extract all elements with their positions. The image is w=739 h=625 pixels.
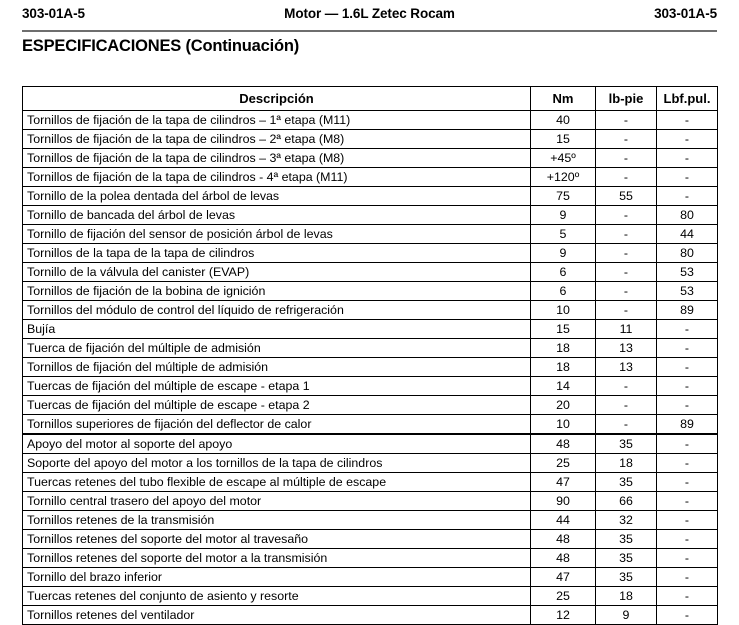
cell-nm: 6 [531,263,596,282]
cell-nm: 40 [531,111,596,130]
cell-nm: +120º [531,168,596,187]
cell-descripcion: Tornillos de fijación de la tapa de cilindros – 3ª etapa (M8) [23,149,531,168]
cell-nm: 15 [531,320,596,339]
page-running-header [22,6,717,21]
cell-lbf-pul: - [657,358,718,377]
document-title: Motor — 1.6L Zetec Rocam [284,6,455,21]
table-row [23,301,718,320]
cell-nm: 12 [531,606,596,625]
cell-lb-pie: - [596,206,657,225]
cell-lbf-pul: - [657,149,718,168]
table-row [23,111,718,130]
table-row [23,606,718,625]
table-row [23,206,718,225]
cell-descripcion: Tornillo de fijación del sensor de posición árbol de levas [23,225,531,244]
table-row [23,149,718,168]
cell-descripcion: Tornillos de fijación de la tapa de cilindros – 2ª etapa (M8) [23,130,531,149]
cell-lb-pie: 13 [596,339,657,358]
table-row [23,282,718,301]
header-divider-rule [22,30,717,32]
table-row [23,187,718,206]
table-row [23,454,718,473]
cell-nm: 44 [531,511,596,530]
table-row [23,130,718,149]
cell-descripcion: Tornillos retenes del soporte del motor a la transmisión [23,549,531,568]
cell-nm: 14 [531,377,596,396]
folio-number-left: 303-01A-5 [22,6,85,21]
cell-nm: 6 [531,282,596,301]
cell-lbf-pul: - [657,130,718,149]
cell-lb-pie: - [596,244,657,263]
cell-nm: 10 [531,301,596,320]
table-row [23,377,718,396]
cell-lb-pie: - [596,301,657,320]
cell-nm: 20 [531,396,596,415]
cell-lbf-pul: - [657,434,718,454]
cell-descripcion: Tornillos superiores de fijación del deflector de calor [23,415,531,435]
table-row [23,415,718,435]
cell-lb-pie: 32 [596,511,657,530]
cell-lb-pie: - [596,415,657,435]
cell-descripcion: Tornillos de fijación del múltiple de admisión [23,358,531,377]
cell-lb-pie: 18 [596,587,657,606]
cell-lb-pie: 18 [596,454,657,473]
cell-lbf-pul: - [657,454,718,473]
cell-lb-pie: - [596,282,657,301]
cell-descripcion: Tuercas de fijación del múltiple de escape - etapa 1 [23,377,531,396]
cell-lbf-pul: 44 [657,225,718,244]
cell-descripcion: Bujía [23,320,531,339]
cell-lbf-pul: 80 [657,244,718,263]
cell-descripcion: Tuercas retenes del conjunto de asiento y resorte [23,587,531,606]
table-row [23,396,718,415]
table-row [23,473,718,492]
cell-nm: 5 [531,225,596,244]
cell-lbf-pul: - [657,549,718,568]
cell-lbf-pul: - [657,111,718,130]
cell-lbf-pul: 53 [657,263,718,282]
cell-descripcion: Tuerca de fijación del múltiple de admisión [23,339,531,358]
column-header-descripcion: Descripción [23,87,531,111]
cell-descripcion: Tornillo del brazo inferior [23,568,531,587]
cell-nm: +45º [531,149,596,168]
cell-nm: 9 [531,206,596,225]
cell-lbf-pul: - [657,396,718,415]
table-row [23,549,718,568]
table-row [23,511,718,530]
cell-descripcion: Tornillos de fijación de la tapa de cilindros – 1ª etapa (M11) [23,111,531,130]
cell-lbf-pul: - [657,568,718,587]
cell-lb-pie: 35 [596,473,657,492]
cell-nm: 48 [531,434,596,454]
table-row [23,244,718,263]
cell-lb-pie: - [596,263,657,282]
cell-nm: 48 [531,549,596,568]
cell-descripcion: Tornillo de la polea dentada del árbol de levas [23,187,531,206]
table-row [23,530,718,549]
cell-nm: 90 [531,492,596,511]
cell-lbf-pul: - [657,606,718,625]
cell-descripcion: Tornillos de fijación de la bobina de ignición [23,282,531,301]
cell-lbf-pul: - [657,511,718,530]
cell-lb-pie: - [596,111,657,130]
cell-descripcion: Tornillo central trasero del apoyo del motor [23,492,531,511]
specifications-table-body [23,111,718,625]
table-header-row [23,87,718,111]
cell-lbf-pul: - [657,187,718,206]
cell-lb-pie: - [596,225,657,244]
cell-descripcion: Soporte del apoyo del motor a los tornillos de la tapa de cilindros [23,454,531,473]
cell-lb-pie: 13 [596,358,657,377]
cell-lbf-pul: 53 [657,282,718,301]
cell-nm: 18 [531,358,596,377]
cell-lbf-pul: - [657,320,718,339]
cell-descripcion: Tuercas de fijación del múltiple de escape - etapa 2 [23,396,531,415]
cell-lb-pie: 35 [596,434,657,454]
cell-lbf-pul: 89 [657,301,718,320]
column-header-nm: Nm [531,87,596,111]
cell-descripcion: Apoyo del motor al soporte del apoyo [23,434,531,454]
column-header-lbf-pul: Lbf.pul. [657,87,718,111]
cell-nm: 25 [531,587,596,606]
table-row [23,568,718,587]
cell-nm: 15 [531,130,596,149]
cell-lbf-pul: - [657,339,718,358]
cell-lb-pie: 35 [596,568,657,587]
cell-lb-pie: 35 [596,549,657,568]
table-row [23,225,718,244]
folio-number-right: 303-01A-5 [654,6,717,21]
cell-descripcion: Tornillos del módulo de control del líquido de refrigeración [23,301,531,320]
table-row [23,263,718,282]
cell-lbf-pul: - [657,377,718,396]
table-row [23,168,718,187]
cell-descripcion: Tornillos retenes del ventilador [23,606,531,625]
cell-lbf-pul: 89 [657,415,718,435]
specifications-table [22,86,718,625]
cell-nm: 10 [531,415,596,435]
cell-lb-pie: 11 [596,320,657,339]
cell-lbf-pul: - [657,492,718,511]
cell-descripcion: Tuercas retenes del tubo flexible de escape al múltiple de escape [23,473,531,492]
cell-lbf-pul: - [657,587,718,606]
cell-nm: 75 [531,187,596,206]
cell-lbf-pul: - [657,168,718,187]
cell-lb-pie: - [596,130,657,149]
cell-nm: 47 [531,473,596,492]
table-row [23,587,718,606]
cell-nm: 9 [531,244,596,263]
cell-nm: 18 [531,339,596,358]
cell-lbf-pul: 80 [657,206,718,225]
cell-lbf-pul: - [657,473,718,492]
cell-lb-pie: - [596,396,657,415]
table-row [23,492,718,511]
cell-descripcion: Tornillos retenes de la transmisión [23,511,531,530]
table-row [23,358,718,377]
cell-lbf-pul: - [657,530,718,549]
specifications-table-container [22,86,717,625]
cell-descripcion: Tornillo de bancada del árbol de levas [23,206,531,225]
cell-lb-pie: - [596,168,657,187]
cell-nm: 25 [531,454,596,473]
cell-nm: 48 [531,530,596,549]
cell-lb-pie: 66 [596,492,657,511]
cell-lb-pie: 55 [596,187,657,206]
page-title: ESPECIFICACIONES (Continuación) [22,37,300,55]
cell-lb-pie: 9 [596,606,657,625]
table-row [23,339,718,358]
column-header-lb-pie: lb-pie [596,87,657,111]
cell-descripcion: Tornillos retenes del soporte del motor al travesaño [23,530,531,549]
cell-lb-pie: - [596,377,657,396]
cell-lb-pie: - [596,149,657,168]
cell-lb-pie: 35 [596,530,657,549]
table-row [23,434,718,454]
cell-nm: 47 [531,568,596,587]
cell-descripcion: Tornillo de la válvula del canister (EVAP) [23,263,531,282]
cell-descripcion: Tornillos de fijación de la tapa de cilindros - 4ª etapa (M11) [23,168,531,187]
cell-descripcion: Tornillos de la tapa de la tapa de cilindros [23,244,531,263]
table-row [23,320,718,339]
